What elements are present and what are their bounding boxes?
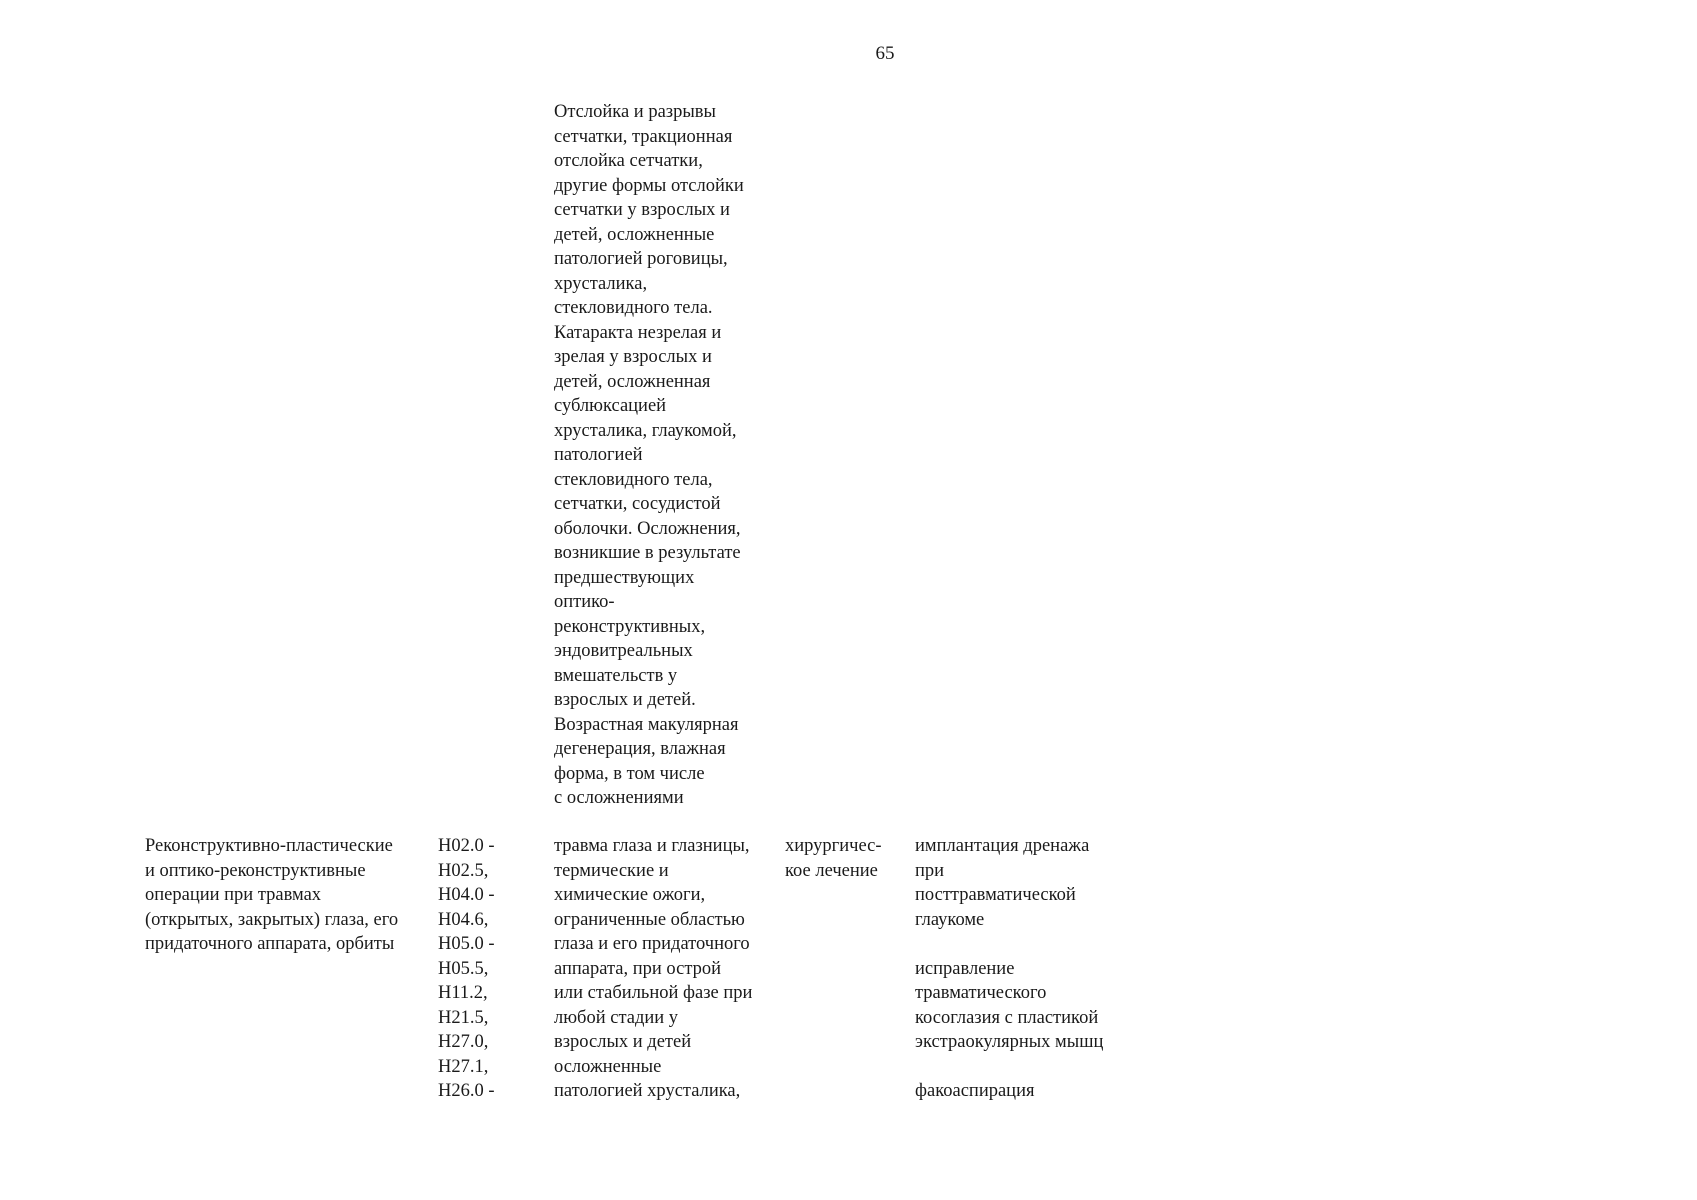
icd-codes-cell: H02.0 - H02.5, H04.0 - H04.6, H05.0 - H05.5, H11.2, H21.5, H27.0, H27.1, H26.0 -	[438, 836, 495, 1101]
treatment-name-cell: Реконструктивно-пластические и оптико-реконструктивные операции при травмах (открытых, закрытых) глаза, его придаточного аппарата, орбиты	[145, 836, 399, 954]
patient-model-cell: травма глаза и глазницы, термические и химические ожоги, ограниченные областью глаза и его придаточного аппарата, при острой или стабильной фазе при любой стадии у взрослых и детей осложненные патологией хрусталика,	[554, 836, 753, 1101]
treatment-type-cell: хирургичес- кое лечение	[785, 836, 882, 881]
treatment-method-cell: имплантация дренажа при посттравматической глаукоме исправление травматического косоглазия с пластикой экстраокулярных мышц факоаспирация	[915, 836, 1104, 1101]
disease-model-continuation: Отслойка и разрывы сетчатки, тракционная отслойка сетчатки, другие формы отслойки сетчатки у взрослых и детей, осложненные патологией роговицы, хрусталика, стекловидного тела. Катаракта незрелая и зрелая у взрослых и детей, осложненная сублюксацией хрусталика, глаукомой, патологией стекловидного тела, сетчатки, сосудистой оболочки. Осложнения, возникшие в результате предшествующих оптико- реконструктивных, эндовитреальных вмешательств у взрослых и детей. Возрастная макулярная дегенерация, влажная форма, в том числе с осложнениями	[554, 102, 744, 808]
page-number: 65	[875, 43, 895, 64]
